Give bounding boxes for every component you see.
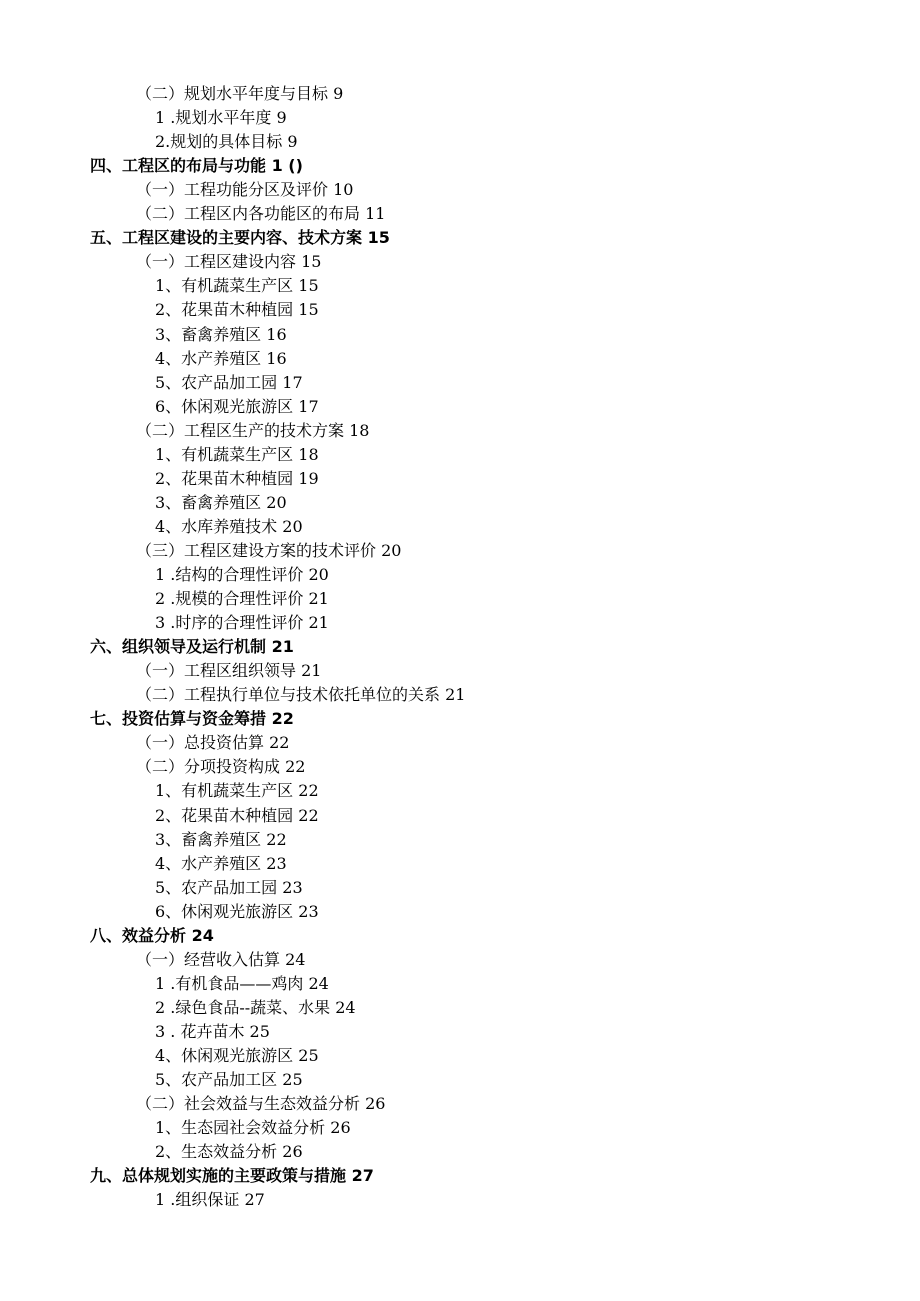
toc-section-entry: （一）工程区建设内容 15: [136, 252, 322, 271]
toc-chapter-heading: 七、投资估算与资金筹措 22: [90, 709, 294, 728]
toc-chapter-heading: 四、工程区的布局与功能 1 (): [90, 156, 303, 175]
toc-section-entry: （三）工程区建设方案的技术评价 20: [136, 541, 402, 560]
toc-subsection-entry: 4、水产养殖区 23: [155, 854, 287, 873]
toc-chapter-heading: 八、效益分析 24: [90, 926, 214, 945]
toc-subsection-entry: 2.规划的具体目标 9: [155, 132, 298, 151]
toc-chapter-heading: 五、工程区建设的主要内容、技术方案 15: [90, 228, 390, 247]
toc-subsection-entry: 1 .结构的合理性评价 20: [155, 565, 329, 584]
toc-subsection-entry: 4、水产养殖区 16: [155, 349, 287, 368]
toc-subsection-entry: 1 .有机食品——鸡肉 24: [155, 974, 329, 993]
toc-subsection-entry: 6、休闲观光旅游区 23: [155, 902, 319, 921]
toc-section-entry: （二）工程执行单位与技术依托单位的关系 21: [136, 685, 466, 704]
toc-subsection-entry: 2 .规模的合理性评价 21: [155, 589, 329, 608]
toc-subsection-entry: 5、农产品加工园 23: [155, 878, 303, 897]
toc-subsection-entry: 3、畜禽养殖区 22: [155, 830, 287, 849]
toc-subsection-entry: 3 . 花卉苗木 25: [155, 1022, 270, 1041]
toc-subsection-entry: 6、休闲观光旅游区 17: [155, 397, 319, 416]
toc-subsection-entry: 2、花果苗木种植园 19: [155, 469, 319, 488]
toc-subsection-entry: 1、有机蔬菜生产区 15: [155, 276, 319, 295]
toc-subsection-entry: 4、休闲观光旅游区 25: [155, 1046, 319, 1065]
toc-subsection-entry: 1 .组织保证 27: [155, 1190, 265, 1209]
toc-section-entry: （二）分项投资构成 22: [136, 757, 306, 776]
toc-subsection-entry: 2、花果苗木种植园 15: [155, 300, 319, 319]
toc-subsection-entry: 3 .时序的合理性评价 21: [155, 613, 329, 632]
toc-subsection-entry: 1 .规划水平年度 9: [155, 108, 287, 127]
toc-section-entry: （一）工程区组织领导 21: [136, 661, 322, 680]
toc-section-entry: （一）工程功能分区及评价 10: [136, 180, 354, 199]
toc-subsection-entry: 3、畜禽养殖区 16: [155, 325, 287, 344]
toc-subsection-entry: 5、农产品加工区 25: [155, 1070, 303, 1089]
toc-chapter-heading: 六、组织领导及运行机制 21: [90, 637, 294, 656]
toc-subsection-entry: 3、畜禽养殖区 20: [155, 493, 287, 512]
toc-section-entry: （二）规划水平年度与目标 9: [136, 84, 344, 103]
toc-subsection-entry: 1、有机蔬菜生产区 22: [155, 781, 319, 800]
toc-subsection-entry: 1、有机蔬菜生产区 18: [155, 445, 319, 464]
toc-section-entry: （一）经营收入估算 24: [136, 950, 306, 969]
toc-subsection-entry: 4、水库养殖技术 20: [155, 517, 303, 536]
toc-subsection-entry: 2 .绿色食品--蔬菜、水果 24: [155, 998, 356, 1017]
toc-subsection-entry: 1、生态园社会效益分析 26: [155, 1118, 351, 1137]
toc-subsection-entry: 5、农产品加工园 17: [155, 373, 303, 392]
toc-section-entry: （二）社会效益与生态效益分析 26: [136, 1094, 386, 1113]
toc-subsection-entry: 2、生态效益分析 26: [155, 1142, 303, 1161]
toc-section-entry: （二）工程区内各功能区的布局 11: [136, 204, 386, 223]
toc-section-entry: （一）总投资估算 22: [136, 733, 290, 752]
toc-section-entry: （二）工程区生产的技术方案 18: [136, 421, 370, 440]
toc-chapter-heading: 九、总体规划实施的主要政策与措施 27: [90, 1166, 374, 1185]
toc-subsection-entry: 2、花果苗木种植园 22: [155, 806, 319, 825]
